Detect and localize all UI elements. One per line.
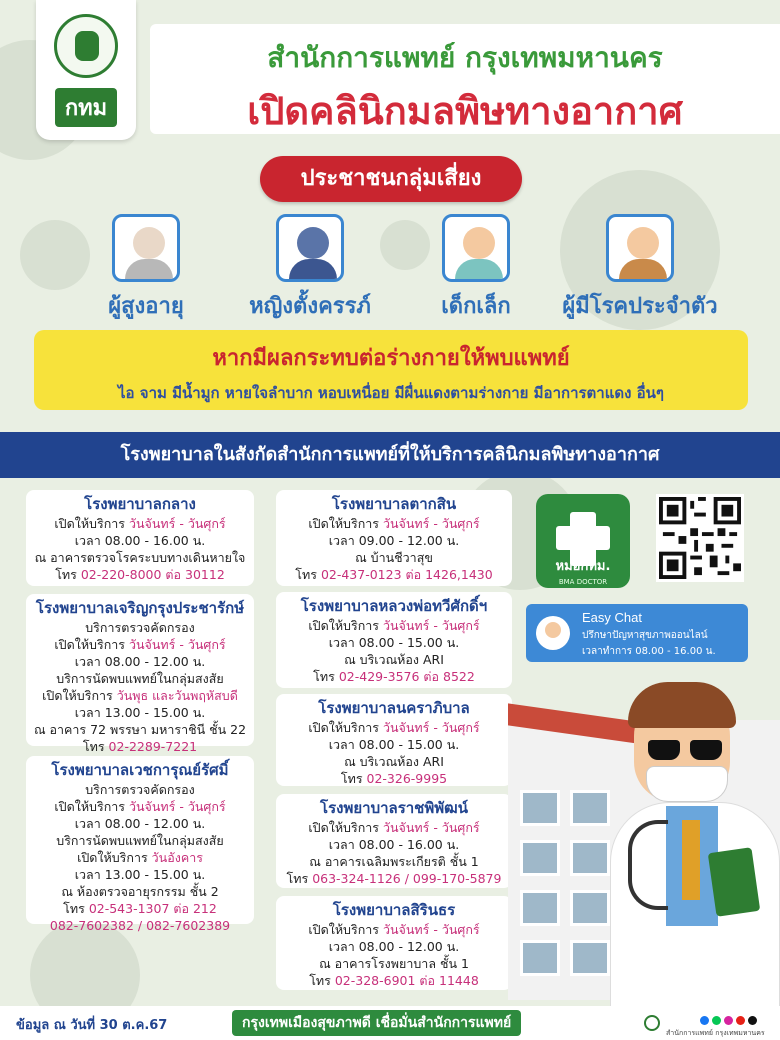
hospital-name: โรงพยาบาลกลาง	[84, 495, 196, 513]
hospital-name: โรงพยาบาลเจริญกรุงประชารักษ์	[35, 599, 245, 617]
hospital-card-luangpor-taweesak	[276, 592, 512, 688]
service-location: ณ บริเวณห้อง ARI	[344, 754, 444, 769]
service-location: ณ อาคารเฉลิมพระเกียรติ ชั้น 1	[309, 854, 479, 869]
service-days: เปิดให้บริการ วันพุธ และวันพฤหัสบดี	[42, 688, 238, 703]
face-mask-icon	[646, 766, 728, 802]
hospital-name: โรงพยาบาลหลวงพ่อทวีศักดิ์ฯ	[300, 597, 488, 615]
service-days: เปิดให้บริการ วันจันทร์ - วันศุกร์	[308, 922, 480, 937]
service-type: บริการนัดพบแพทย์ในกลุ่มสงสัย	[56, 671, 224, 686]
service-days: เปิดให้บริการ วันจันทร์ - วันศุกร์	[54, 799, 226, 814]
risk-group-label: ผู้มีโรคประจำตัว	[562, 294, 718, 319]
service-hours: เวลา 08.00 - 16.00 น.	[74, 533, 206, 548]
phone-number: โทร 02-326-9995	[340, 771, 448, 786]
service-location: ณ อาคารตรวจโรคระบบทางเดินหายใจ	[34, 550, 246, 565]
title-band	[150, 24, 780, 134]
service-hours: เวลา 13.00 - 15.00 น.	[74, 867, 206, 882]
phone-number: โทร 02-437-0123 ต่อ 1426,1430	[295, 567, 493, 582]
service-type: บริการตรวจคัดกรอง	[85, 782, 195, 797]
qr-code-icon	[659, 497, 741, 579]
warning-box	[34, 330, 748, 410]
service-hours: เวลา 08.00 - 16.00 น.	[328, 837, 460, 852]
window	[520, 940, 560, 976]
instagram-icon[interactable]	[724, 1016, 733, 1025]
org-name: สำนักการแพทย์ กรุงเทพมหานคร	[666, 1029, 765, 1037]
footer-slogan: กรุงเทพเมืองสุขภาพดี เชื่อมั่นสำนักการแพทย์	[232, 1010, 521, 1036]
app-name: หมอกทม.	[555, 559, 611, 574]
section-title: โรงพยาบาลในสังกัดสำนักการแพทย์ที่ให้บริการคลินิกมลพิษทางอากาศ	[0, 432, 780, 478]
stethoscope-icon	[628, 820, 668, 910]
youtube-icon[interactable]	[736, 1016, 745, 1025]
hospital-card-ratchaphiphat	[276, 794, 512, 888]
risk-group-elderly	[66, 214, 226, 323]
symptom-list: ไอ จาม มีน้ำมูก หายใจลำบาก หอบเหนื่อย มีผื่นแดงตามร่างกาย มีอาการตาแดง อื่นๆ	[118, 384, 664, 402]
service-type: บริการนัดพบแพทย์ในกลุ่มสงสัย	[56, 833, 224, 848]
hospital-card-taksin	[276, 490, 512, 586]
phone-number: โทร 02-429-3576 ต่อ 8522	[313, 669, 475, 684]
window	[520, 790, 560, 826]
service-location: ณ บริเวณห้อง ARI	[344, 652, 444, 667]
service-days: เปิดให้บริการ วันจันทร์ - วันศุกร์	[54, 637, 226, 652]
data-date: ข้อมูล ณ วันที่ 30 ต.ค.67	[16, 1018, 168, 1033]
easy-chat-description: ปรึกษาปัญหาสุขภาพออนไลน์	[582, 630, 708, 641]
phone-number: โทร 02-2289-7221	[82, 739, 198, 754]
window	[570, 890, 610, 926]
risk-group-heading: ประชาชนกลุ่มเสี่ยง	[260, 156, 522, 202]
easy-chat-title: Easy Chat	[582, 610, 642, 625]
footer	[0, 1006, 780, 1040]
service-days: เปิดให้บริการ วันอังคาร	[77, 850, 203, 865]
service-days: เปิดให้บริการ วันจันทร์ - วันศุกร์	[308, 720, 480, 735]
service-hours: เวลา 09.00 - 12.00 น.	[328, 533, 460, 548]
warning-headline: หากมีผลกระทบต่อร่างกายให้พบแพทย์	[212, 346, 570, 371]
bma-seal-icon	[644, 1015, 660, 1031]
hospital-card-wetchakarun	[26, 756, 254, 933]
phone-number: โทร 02-328-6901 ต่อ 11448	[309, 973, 479, 988]
service-days: เปิดให้บริการ วันจันทร์ - วันศุกร์	[308, 618, 480, 633]
sunglasses-icon	[648, 740, 724, 762]
service-hours: เวลา 08.00 - 15.00 น.	[328, 635, 460, 650]
phone-number: โทร 02-543-1307 ต่อ 212	[63, 901, 217, 916]
hospital-card-klang	[26, 490, 254, 586]
service-hours: เวลา 13.00 - 15.00 น.	[74, 705, 206, 720]
chronic-patient-icon	[606, 214, 674, 282]
phone-number: โทร 02-220-8000 ต่อ 30112	[55, 567, 225, 582]
service-location: ณ ห้องตรวจอายุรกรรม ชั้น 2	[61, 884, 219, 899]
page-subtitle: สำนักการแพทย์ กรุงเทพมหานคร	[267, 41, 663, 74]
risk-group-label: เด็กเล็ก	[441, 294, 511, 319]
app-subtitle: BMA DOCTOR	[558, 578, 608, 586]
risk-group-pregnant	[230, 214, 390, 323]
bma-logo	[36, 0, 136, 140]
hospital-name: โรงพยาบาลเวชการุณย์รัศมิ์	[51, 761, 229, 779]
qr-code[interactable]	[656, 494, 744, 582]
risk-group-label: ผู้สูงอายุ	[108, 294, 184, 319]
hospital-card-sirindhorn	[276, 896, 512, 990]
child-icon	[442, 214, 510, 282]
hospital-card-charoenkrung	[26, 594, 254, 754]
hospital-name: โรงพยาบาลสิรินธร	[332, 901, 456, 919]
hospital-name: โรงพยาบาลราชพิพัฒน์	[320, 799, 468, 817]
window	[570, 940, 610, 976]
hospital-name: โรงพยาบาลนคราภิบาล	[318, 699, 470, 717]
doctor-hair	[628, 682, 736, 728]
bma-seal-icon	[54, 14, 118, 78]
service-days: เปิดให้บริการ วันจันทร์ - วันศุกร์	[308, 516, 480, 531]
easy-chat-card[interactable]	[526, 604, 748, 662]
service-location: ณ อาคารโรงพยาบาล ชั้น 1	[319, 956, 469, 971]
service-days: เปิดให้บริการ วันจันทร์ - วันศุกร์	[308, 820, 480, 835]
service-hours: เวลา 08.00 - 15.00 น.	[328, 737, 460, 752]
window	[570, 790, 610, 826]
phone-number: โทร 063-324-1126 / 099-170-5879	[286, 871, 502, 886]
elderly-icon	[112, 214, 180, 282]
doctor-tie	[682, 820, 700, 900]
service-hours: เวลา 08.00 - 12.00 น.	[328, 939, 460, 954]
window	[520, 890, 560, 926]
line-icon[interactable]	[712, 1016, 721, 1025]
risk-group-child	[396, 214, 556, 323]
service-type: บริการตรวจคัดกรอง	[85, 620, 195, 635]
bma-doctor-app-icon[interactable]	[536, 494, 630, 588]
hospital-card-nakhonphiban	[276, 694, 512, 786]
easy-chat-hours: เวลาทำการ 08.00 - 16.00 น.	[582, 646, 716, 657]
clipboard-icon	[708, 847, 760, 917]
doctor-avatar-icon	[536, 616, 570, 650]
page-title: เปิดคลินิกมลพิษทางอากาศ	[247, 89, 683, 133]
service-location: ณ บ้านชีวาสุข	[355, 550, 433, 565]
hospital-name: โรงพยาบาลตากสิน	[331, 495, 457, 513]
facebook-icon[interactable]	[700, 1016, 709, 1025]
risk-group-chronic	[560, 214, 720, 323]
service-hours: เวลา 08.00 - 12.00 น.	[74, 816, 206, 831]
logo-text: กทม	[55, 88, 117, 127]
service-days: เปิดให้บริการ วันจันทร์ - วันศุกร์	[54, 516, 226, 531]
service-location: ณ อาคาร 72 พรรษา มหาราชินี ชั้น 22	[33, 722, 247, 737]
tiktok-icon[interactable]	[748, 1016, 757, 1025]
pregnant-woman-icon	[276, 214, 344, 282]
risk-group-label: หญิงตั้งครรภ์	[249, 294, 371, 319]
window	[570, 840, 610, 876]
window	[520, 840, 560, 876]
service-hours: เวลา 08.00 - 12.00 น.	[74, 654, 206, 669]
phone-number[interactable]: 082-7602382 / 082-7602389	[49, 918, 231, 933]
